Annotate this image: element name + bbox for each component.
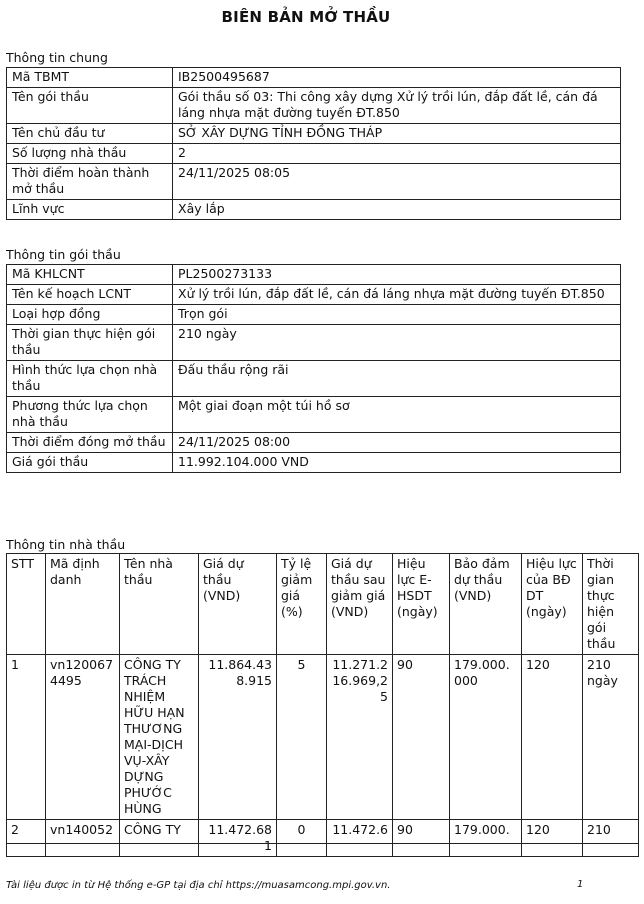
field-label: Tên gói thầu — [7, 88, 173, 124]
cell-guarantee-validity: 120 — [522, 820, 583, 857]
field-label: Số lượng nhà thầu — [7, 144, 173, 164]
cell-duration: 210 ngày — [583, 655, 639, 820]
package-info-table — [6, 264, 621, 473]
table-row — [7, 453, 621, 473]
field-value: 11.992.104.000 VND — [173, 453, 621, 473]
column-header: Hiệu lực E-HSDT (ngày) — [393, 554, 450, 655]
cell-price: 11.472.681 — [199, 820, 277, 857]
package-info-heading: Thông tin gói thầu — [6, 247, 121, 262]
table-row — [7, 305, 621, 325]
cell-price-after: 11.472.6 — [327, 820, 393, 857]
cell-name: CÔNG TY — [120, 820, 199, 857]
table-row — [7, 325, 621, 361]
field-value: IB2500495687 — [173, 68, 621, 88]
cell-price-after: 11.271.216.969,25 — [327, 655, 393, 820]
footer-note: Tài liệu được in từ Hệ thống e-GP tại địa chỉ https://muasamcong.mpi.gov.vn. — [6, 880, 391, 891]
table-row — [7, 68, 621, 88]
cell-stt: 2 — [7, 820, 46, 857]
cell-duration: 210 — [583, 820, 639, 857]
column-header: Hiệu lực của BĐ DT (ngày) — [522, 554, 583, 655]
table-row — [7, 265, 621, 285]
table-row — [7, 144, 621, 164]
cell-validity: 90 — [393, 655, 450, 820]
field-value: Gói thầu số 03: Thi công xây dựng Xử lý trồi lún, đắp đất lề, cán đá láng nhựa mặt đường tuyến ĐT.850 — [173, 88, 621, 124]
field-value: 24/11/2025 08:05 — [173, 164, 621, 200]
table-row — [7, 164, 621, 200]
field-value: Một giai đoạn một túi hồ sơ — [173, 397, 621, 433]
field-value: Xử lý trồi lún, đắp đất lề, cán đá láng nhựa mặt đường tuyến ĐT.850 — [173, 285, 621, 305]
cell-guarantee: 179.000.000 — [450, 655, 522, 820]
field-value: Xây lắp — [173, 200, 621, 220]
field-label: Thời điểm hoàn thành mở thầu — [7, 164, 173, 200]
table-row — [7, 361, 621, 397]
field-label: Tên kế hoạch LCNT — [7, 285, 173, 305]
table-row — [7, 285, 621, 305]
cell-stt: 1 — [7, 655, 46, 820]
cell-id: vn140052 — [46, 820, 120, 857]
document-title: BIÊN BẢN MỞ THẦU — [221, 8, 391, 26]
field-value: Trọn gói — [173, 305, 621, 325]
field-label: Thời gian thực hiện gói thầu — [7, 325, 173, 361]
field-value: 210 ngày — [173, 325, 621, 361]
column-header: STT — [7, 554, 46, 655]
field-label: Thời điểm đóng mở thầu — [7, 433, 173, 453]
field-value: Đấu thầu rộng rãi — [173, 361, 621, 397]
general-info-table — [6, 67, 621, 220]
table-row — [7, 124, 621, 144]
table-header-row — [7, 554, 639, 655]
cell-id: vn1200674495 — [46, 655, 120, 820]
general-info-heading: Thông tin chung — [6, 50, 108, 65]
page-number: 1 — [577, 879, 584, 890]
field-label: Tên chủ đầu tư — [7, 124, 173, 144]
cell-guarantee: 179.000. — [450, 820, 522, 857]
column-header: Thời gian thực hiện gói thầu — [583, 554, 639, 655]
field-value: 24/11/2025 08:00 — [173, 433, 621, 453]
column-header: Giá dự thầu sau giảm giá (VND) — [327, 554, 393, 655]
table-row — [7, 200, 621, 220]
column-header: Mã định danh — [46, 554, 120, 655]
field-value: SỞ XÂY DỰNG TỈNH ĐỒNG THÁP — [173, 124, 621, 144]
field-label: Mã TBMT — [7, 68, 173, 88]
cell-name: CÔNG TY TRÁCH NHIỆM HỮU HẠN THƯƠNG MẠI-DỊCH VỤ-XÂY DỰNG PHƯỚC HÙNG — [120, 655, 199, 820]
table-row — [7, 655, 639, 820]
field-label: Mã KHLCNT — [7, 265, 173, 285]
page-cut-divider — [6, 843, 638, 844]
cell-price: 11.864.438.915 — [199, 655, 277, 820]
field-label: Giá gói thầu — [7, 453, 173, 473]
field-label: Hình thức lựa chọn nhà thầu — [7, 361, 173, 397]
table-row — [7, 397, 621, 433]
field-label: Lĩnh vực — [7, 200, 173, 220]
field-value: 2 — [173, 144, 621, 164]
column-header: Tỷ lệ giảm giá (%) — [277, 554, 327, 655]
field-label: Loại hợp đồng — [7, 305, 173, 325]
table-row — [7, 88, 621, 124]
cell-discount: 5 — [277, 655, 327, 820]
column-header: Tên nhà thầu — [120, 554, 199, 655]
cell-validity: 90 — [393, 820, 450, 857]
cell-guarantee-validity: 120 — [522, 655, 583, 820]
field-value: PL2500273133 — [173, 265, 621, 285]
cell-discount: 0 — [277, 820, 327, 857]
field-label: Phương thức lựa chọn nhà thầu — [7, 397, 173, 433]
table-row — [7, 433, 621, 453]
column-header: Giá dự thầu (VND) — [199, 554, 277, 655]
table-row — [7, 820, 639, 857]
column-header: Bảo đảm dự thầu (VND) — [450, 554, 522, 655]
bidders-table — [6, 553, 639, 857]
bidders-info-heading: Thông tin nhà thầu — [6, 537, 126, 552]
